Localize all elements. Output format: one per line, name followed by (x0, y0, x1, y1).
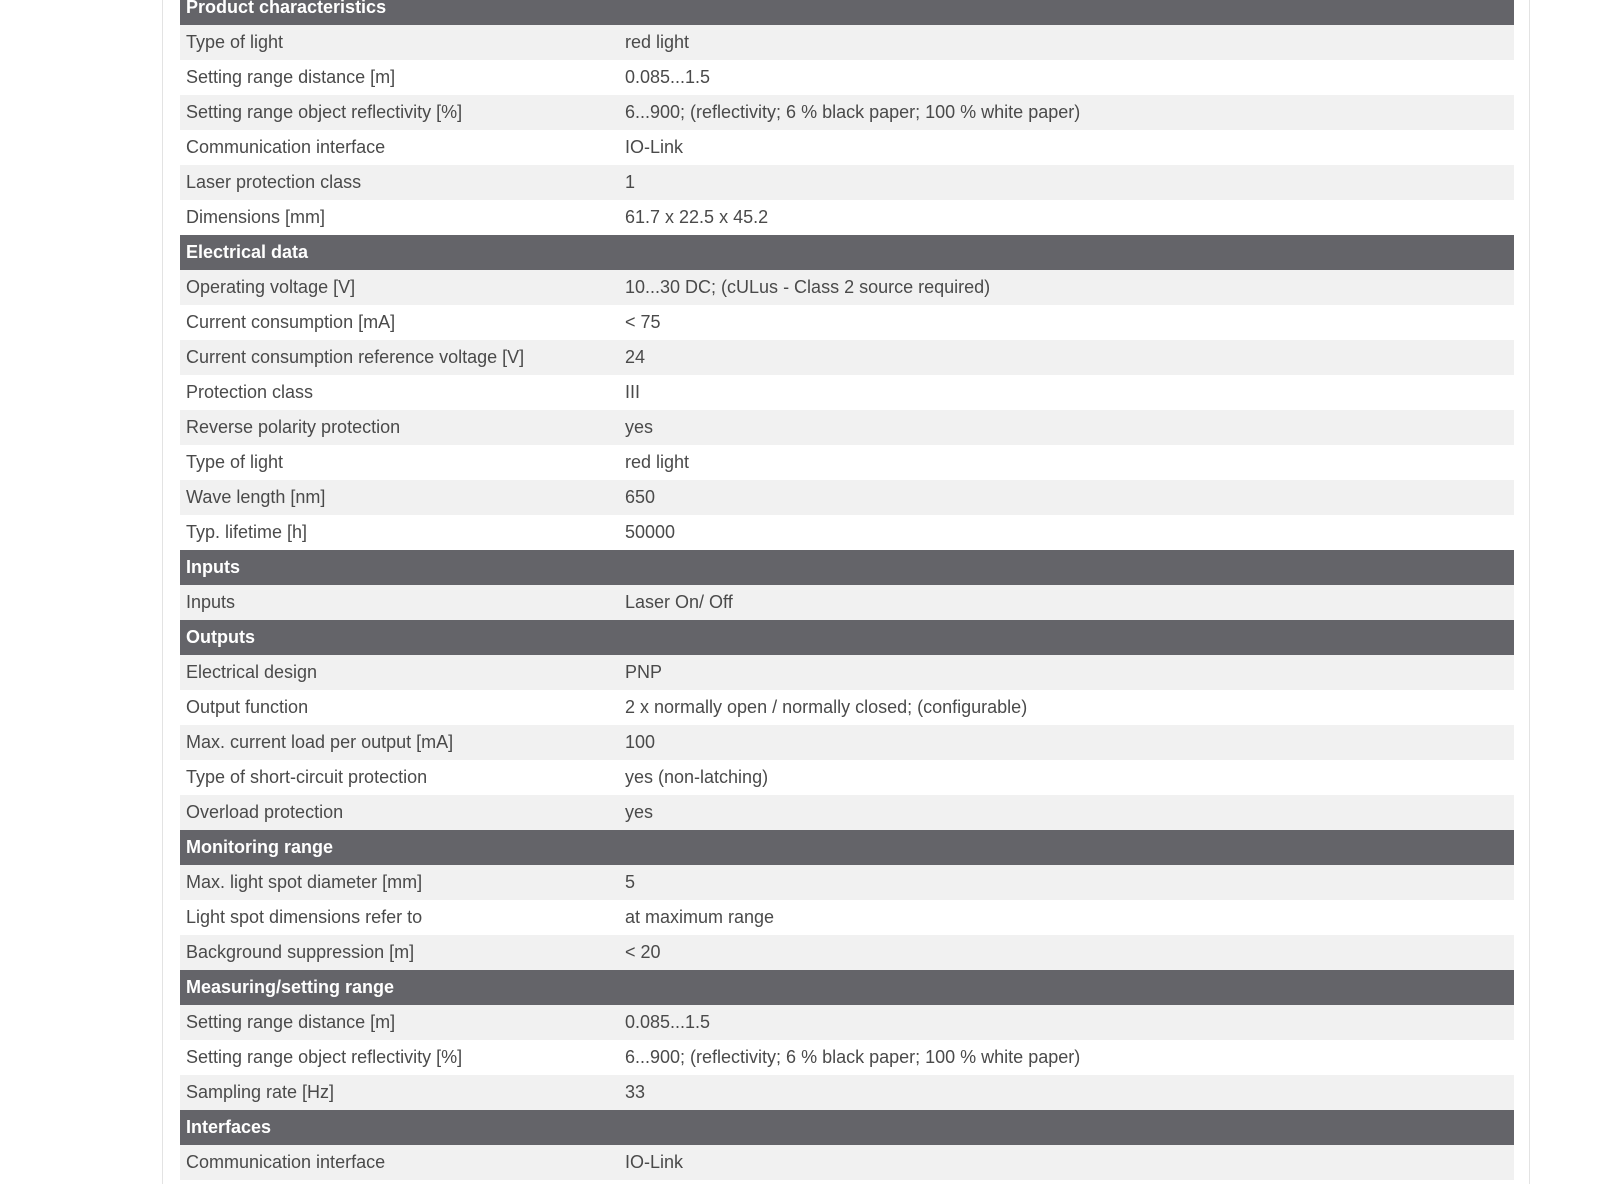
table-row (180, 585, 1514, 620)
row-value: 61.7 x 22.5 x 45.2 (625, 207, 769, 227)
table-row (180, 655, 1514, 690)
row-label: Light spot dimensions refer to (186, 907, 423, 927)
row-label: Type of short-circuit protection (186, 767, 428, 787)
table-row (180, 60, 1514, 95)
row-value: 1 (625, 172, 636, 192)
row-value: 6...900; (reflectivity; 6 % black paper; 100 % white paper) (625, 102, 1081, 122)
table-row (180, 760, 1514, 795)
row-value: at maximum range (625, 907, 775, 927)
row-label: Operating voltage [V] (186, 277, 356, 297)
row-label: Laser protection class (186, 172, 362, 192)
row-value: yes (non-latching) (625, 767, 769, 787)
row-label: Sampling rate [Hz] (186, 1082, 335, 1102)
section-header: Interfaces (180, 1110, 1514, 1145)
row-label: Wave length [nm] (186, 487, 326, 507)
table-row (180, 690, 1514, 725)
row-label: Inputs (186, 592, 236, 612)
row-value: 2 x normally open / normally closed; (configurable) (625, 697, 1028, 717)
row-label: Max. light spot diameter [mm] (186, 872, 423, 892)
row-value: PNP (625, 662, 663, 682)
table-row (180, 165, 1514, 200)
row-label: Background suppression [m] (186, 942, 415, 962)
section-header: Measuring/setting range (180, 970, 1514, 1005)
table-row (180, 1075, 1514, 1110)
table-row (180, 865, 1514, 900)
table-row (180, 200, 1514, 235)
row-label: Protection class (186, 382, 314, 402)
row-label: Communication interface (186, 137, 386, 157)
row-label: Max. current load per output [mA] (186, 732, 454, 752)
row-label: Reverse polarity protection (186, 417, 401, 437)
section-header: Electrical data (180, 235, 1514, 270)
table-row (180, 725, 1514, 760)
row-value: 24 (625, 347, 646, 367)
spec-table (180, 0, 1514, 1180)
row-value: 50000 (625, 522, 676, 542)
row-label: Dimensions [mm] (186, 207, 326, 227)
row-label: Setting range distance [m] (186, 1012, 396, 1032)
row-label: Output function (186, 697, 309, 717)
table-row (180, 130, 1514, 165)
row-value: 5 (625, 872, 636, 892)
row-label: Current consumption [mA] (186, 312, 396, 332)
table-row (180, 1005, 1514, 1040)
row-value: III (625, 382, 641, 402)
row-value: yes (625, 417, 654, 437)
row-label: Electrical design (186, 662, 318, 682)
table-row (180, 375, 1514, 410)
section-header: Monitoring range (180, 830, 1514, 865)
row-value: < 75 (625, 312, 661, 332)
table-row (180, 270, 1514, 305)
row-label: Setting range distance [m] (186, 67, 396, 87)
row-label: Type of light (186, 452, 284, 472)
row-label: Overload protection (186, 802, 344, 822)
row-value: yes (625, 802, 654, 822)
row-value: red light (625, 452, 690, 472)
table-row (180, 480, 1514, 515)
row-label: Communication interface (186, 1152, 386, 1172)
table-row (180, 900, 1514, 935)
row-label: Setting range object reflectivity [%] (186, 102, 463, 122)
row-value: 0.085...1.5 (625, 67, 711, 87)
row-value: 0.085...1.5 (625, 1012, 711, 1032)
row-label: Typ. lifetime [h] (186, 522, 308, 542)
row-label: Type of light (186, 32, 284, 52)
table-row (180, 795, 1514, 830)
table-row (180, 515, 1514, 550)
table-row (180, 340, 1514, 375)
row-value: 100 (625, 732, 656, 752)
row-value: < 20 (625, 942, 661, 962)
row-value: 6...900; (reflectivity; 6 % black paper; 100 % white paper) (625, 1047, 1081, 1067)
section-header: Product characteristics (180, 0, 1514, 25)
table-row (180, 935, 1514, 970)
row-value: IO-Link (625, 137, 684, 157)
table-row (180, 445, 1514, 480)
table-row (180, 95, 1514, 130)
section-header: Inputs (180, 550, 1514, 585)
row-value: red light (625, 32, 690, 52)
row-value: 10...30 DC; (cULus - Class 2 source required) (625, 277, 991, 297)
row-label: Setting range object reflectivity [%] (186, 1047, 463, 1067)
row-value: 33 (625, 1082, 646, 1102)
table-row (180, 1145, 1514, 1180)
table-row (180, 1040, 1514, 1075)
row-value: 650 (625, 487, 656, 507)
row-label: Current consumption reference voltage [V] (186, 347, 525, 367)
row-value: Laser On/ Off (625, 592, 733, 612)
row-value: IO-Link (625, 1152, 684, 1172)
table-row (180, 410, 1514, 445)
table-row (180, 305, 1514, 340)
table-row (180, 25, 1514, 60)
section-header: Outputs (180, 620, 1514, 655)
